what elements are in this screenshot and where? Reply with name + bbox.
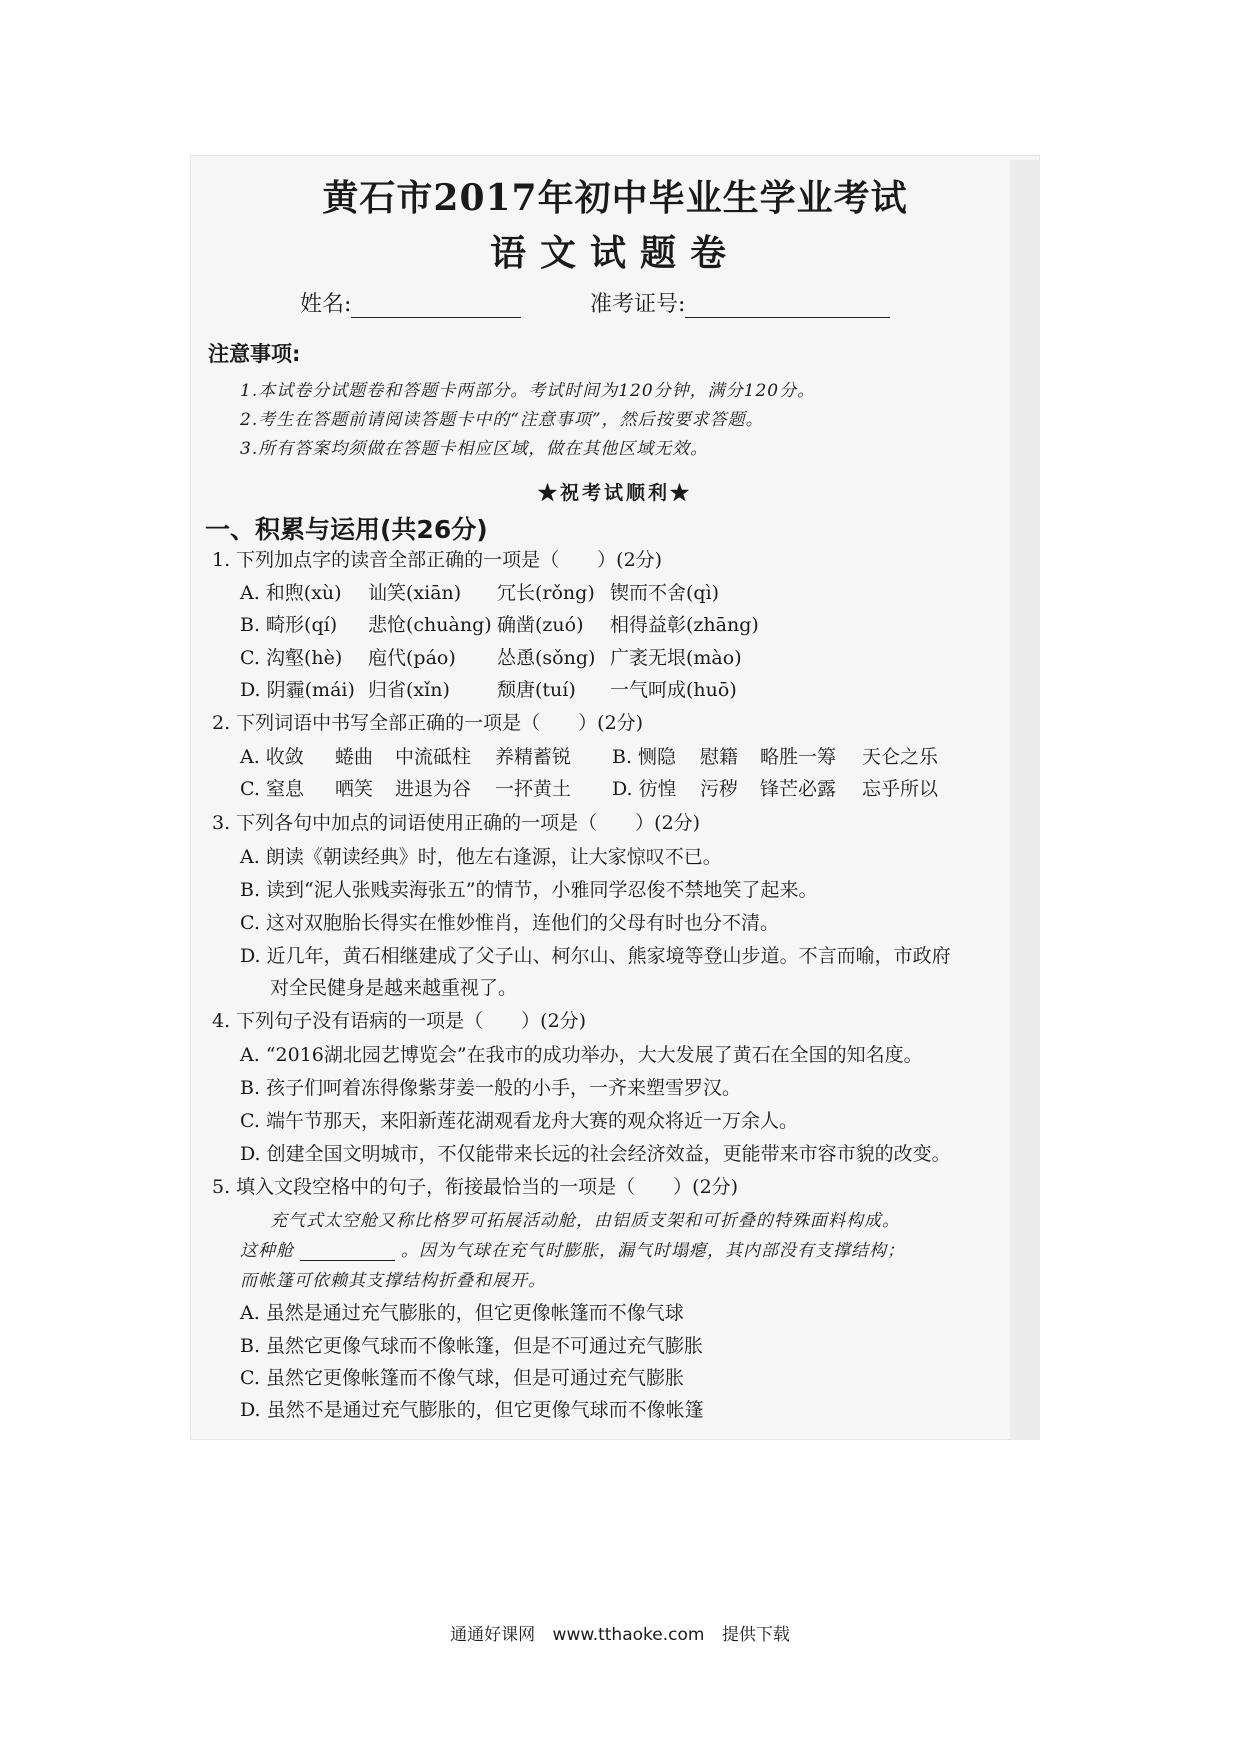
q4-option: D. 创建全国文明城市，不仅能带来长远的社会经济效益，更能带来市容市貌的改变。 <box>240 1143 951 1165</box>
q5-option: D. 虽然不是通过充气膨胀的，但它更像气球而不像帐篷 <box>240 1399 704 1421</box>
q3-option: B. 读到“泥人张贱卖海张五”的情节，小雅同学忍俊不禁地笑了起来。 <box>240 879 818 901</box>
id-field <box>590 287 890 318</box>
q5-passage-line: 而帐篷可依赖其支撑结构折叠和展开。 <box>240 1271 546 1291</box>
q3-option: C. 这对双胞胎长得实在惟妙惟肖，连他们的父母有时也分不清。 <box>240 912 779 934</box>
q1-cell: 讪笑(xiān) <box>368 582 462 604</box>
q2-cell: B. 恻隐 <box>612 746 677 768</box>
q5-passage-line: 充气式太空舱又称比格罗可拓展活动舱，由铝质支架和可折叠的特殊面料构成。 <box>270 1211 900 1231</box>
q1-cell: 一气呵成(huō) <box>610 679 737 701</box>
question-2-stem: 2. 下列词语中书写全部正确的一项是（ ）(2分) <box>212 712 644 734</box>
good-luck-banner: ★祝考试顺利★ <box>537 482 692 504</box>
question-1-stem: 1. 下列加点字的读音全部正确的一项是（ ）(2分) <box>212 549 663 571</box>
footer-note: 提供下载 <box>721 1625 790 1645</box>
q1-cell: 庖代(páo) <box>368 647 456 669</box>
q1-cell: D. 阴霾(mái) <box>240 679 355 701</box>
q2-cell: 天仑之乐 <box>862 746 939 768</box>
q4-option: B. 孩子们呵着冻得像紫芽姜一般的小手，一齐来塑雪罗汉。 <box>240 1077 742 1099</box>
exam-title: 黄石市2017年初中毕业生学业考试 <box>322 177 908 219</box>
q1-cell: 怂恿(sǒng) <box>497 647 596 669</box>
q2-cell: 哂笑 <box>335 778 374 800</box>
notice-item: 3.所有答案均须做在答题卡相应区域，做在其他区域无效。 <box>240 439 709 459</box>
q1-cell: 广袤无垠(mào) <box>610 647 742 669</box>
q2-cell: 一抔黄土 <box>495 778 572 800</box>
q1-cell: 锲而不舍(qì) <box>610 582 720 604</box>
scan-edge <box>1010 160 1040 1440</box>
q2-cell: 锋芒必露 <box>760 778 837 800</box>
notice-item: 1.本试卷分试题卷和答题卡两部分。考试时间为120分钟，满分120分。 <box>240 381 816 401</box>
q2-cell: 忘乎所以 <box>862 778 939 800</box>
id-line <box>685 297 890 318</box>
q5-option: A. 虽然是通过充气膨胀的，但它更像帐篷而不像气球 <box>240 1302 684 1324</box>
q5-option: B. 虽然它更像气球而不像帐篷，但是不可通过充气膨胀 <box>240 1335 704 1357</box>
q2-cell: A. 收敛 <box>240 746 304 768</box>
exam-subtitle: 语文试题卷 <box>489 232 740 274</box>
q1-cell: B. 畸形(qí) <box>240 614 338 636</box>
q4-option: C. 端午节那天，来阳新莲花湖观看龙舟大赛的观众将近一万余人。 <box>240 1110 798 1132</box>
question-4-stem: 4. 下列句子没有语病的一项是（ ）(2分) <box>212 1010 587 1032</box>
q5-passage-line <box>240 1236 905 1261</box>
q2-cell: D. 彷惶 <box>612 778 677 800</box>
q5-passage-start: 这种舱 <box>240 1241 294 1261</box>
q1-cell: 归省(xǐn) <box>368 679 450 701</box>
id-label: 准考证号: <box>590 292 686 317</box>
section-heading: 一、积累与运用(共26分) <box>205 515 488 544</box>
footer-url[interactable]: www.tthaoke.com <box>552 1625 705 1645</box>
q5-passage-rest: 。因为气球在充气时膨胀，漏气时塌瘪，其内部没有支撑结构； <box>401 1241 905 1261</box>
q1-cell: 冗长(rǒng) <box>497 582 595 604</box>
page-footer <box>0 1620 1240 1645</box>
q2-cell: 养精蓄锐 <box>495 746 572 768</box>
footer-site-name: 通通好课网 <box>450 1625 536 1645</box>
q3-option: A. 朗读《朝读经典》时，他左右逢源，让大家惊叹不已。 <box>240 846 722 868</box>
q1-cell: 颓唐(tuí) <box>497 679 576 701</box>
q1-cell: 相得益彰(zhāng) <box>610 614 759 636</box>
q4-option: A. “2016湖北园艺博览会”在我市的成功举办，大大发展了黄石在全国的知名度。 <box>240 1044 923 1066</box>
q5-option: C. 虽然它更像帐篷而不像气球，但是可通过充气膨胀 <box>240 1367 684 1389</box>
q1-cell: A. 和煦(xù) <box>240 582 342 604</box>
q2-cell: 略胜一筹 <box>760 746 837 768</box>
fill-blank <box>300 1244 395 1261</box>
q2-cell: 蜷曲 <box>335 746 374 768</box>
q1-cell: 悲怆(chuàng) <box>368 614 492 636</box>
q1-cell: C. 沟壑(hè) <box>240 647 343 669</box>
name-line <box>351 297 521 318</box>
q1-cell: 确凿(zuó) <box>497 614 584 636</box>
q2-cell: 进退为谷 <box>395 778 472 800</box>
q3-option-continued: 对全民健身是越来越重视了。 <box>270 977 518 999</box>
notice-heading: 注意事项: <box>208 342 301 366</box>
q2-cell: 慰籍 <box>700 746 739 768</box>
question-3-stem: 3. 下列各句中加点的词语使用正确的一项是（ ）(2分) <box>212 812 701 834</box>
q2-cell: 中流砥柱 <box>395 746 472 768</box>
name-label: 姓名: <box>300 292 352 317</box>
q2-cell: C. 窒息 <box>240 778 304 800</box>
notice-item: 2.考生在答题前请阅读答题卡中的“注意事项”，然后按要求答题。 <box>240 410 764 430</box>
name-field <box>300 287 521 318</box>
question-5-stem: 5. 填入文段空格中的句子，衔接最恰当的一项是（ ）(2分) <box>212 1176 739 1198</box>
q3-option: D. 近几年，黄石相继建成了父子山、柯尔山、熊家境等登山步道。不言而喻，市政府 <box>240 945 951 967</box>
q2-cell: 污秽 <box>700 778 739 800</box>
